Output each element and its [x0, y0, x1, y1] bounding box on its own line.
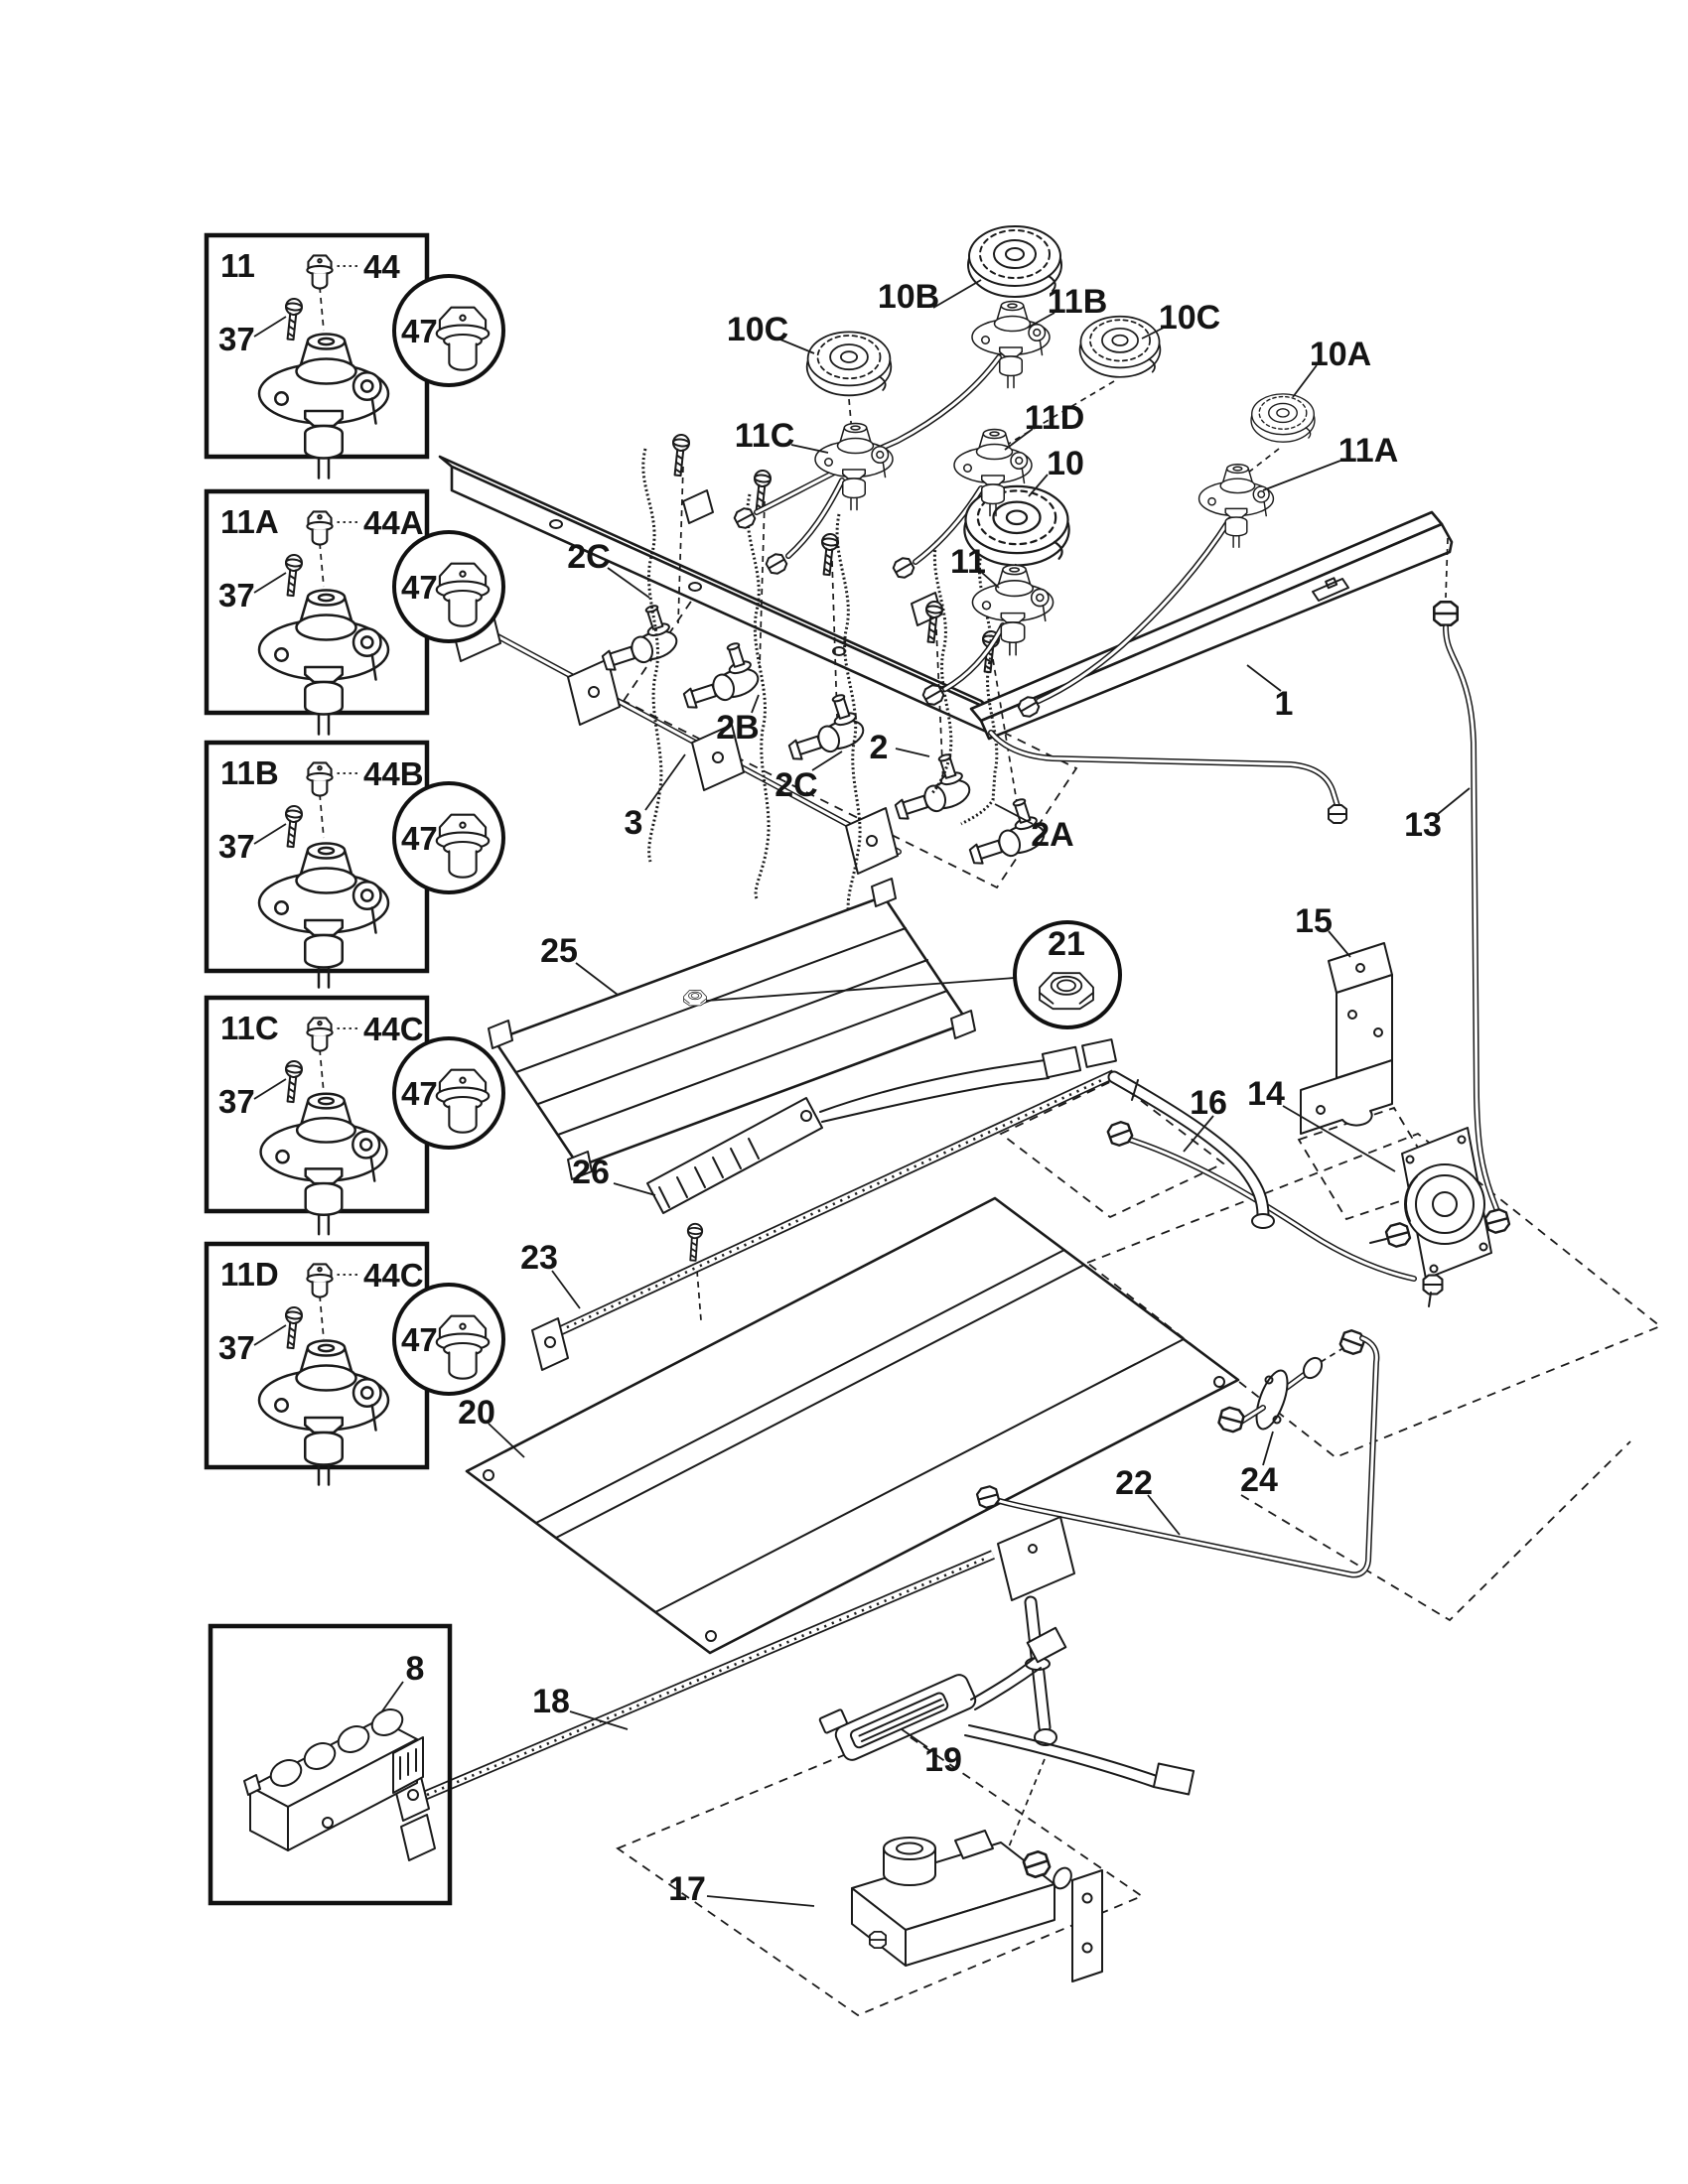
callout-2a: 2A [1031, 816, 1074, 854]
callout-25: 25 [540, 932, 578, 970]
inset-11b-corner-label: 11B [220, 754, 279, 791]
callout-1: 1 [1274, 685, 1294, 723]
burner-box-panel [467, 1198, 1238, 1653]
callout-16: 16 [1190, 1084, 1227, 1122]
callout-11: 11 [950, 543, 986, 581]
pressure-regulator [1370, 1128, 1510, 1306]
callout-22: 22 [1115, 1464, 1153, 1502]
callout-15: 15 [1295, 902, 1333, 940]
inset-11c-cap-label: 47 [401, 1075, 438, 1112]
oven-safety-valve-17 [852, 1831, 1102, 1981]
inset-11b-cap-label: 47 [401, 820, 438, 857]
burner-base-11C [815, 424, 893, 510]
inset-11-screw-label: 37 [218, 321, 255, 357]
inset-11d-screw-label: 37 [218, 1329, 255, 1366]
callout-18: 18 [532, 1683, 570, 1720]
callout-10b: 10B [877, 278, 940, 316]
callout-10a: 10A [1309, 336, 1372, 373]
callout-10c-left: 10C [726, 311, 789, 348]
callout-10c-right: 10C [1158, 299, 1221, 337]
callout-2: 2 [869, 729, 889, 766]
callout-19: 19 [924, 1741, 962, 1779]
inset-11c-orifice-label: 44C [363, 1011, 424, 1047]
inset-11b-screw-label: 37 [218, 828, 255, 865]
inset-11d-orifice-label: 44C [363, 1257, 424, 1294]
callout-11b: 11B [1047, 283, 1108, 321]
oven-orifice-fitting-24 [1217, 1346, 1346, 1433]
spark-module-drawing [244, 1705, 423, 1850]
inset-11a-corner-label: 11A [220, 503, 279, 540]
callout-26: 26 [572, 1154, 610, 1191]
callout-2b: 2B [716, 709, 760, 747]
callout-10: 10 [1047, 445, 1084, 482]
inset-11a-cap-label: 47 [401, 569, 438, 606]
inset-11c-screw-label: 37 [218, 1083, 255, 1120]
inset-11b-orifice-label: 44B [363, 755, 424, 792]
callout-21: 21 [1048, 925, 1085, 963]
callout-20: 20 [458, 1394, 495, 1432]
inset-11-orifice-label: 44 [363, 248, 400, 285]
callout-2c-mid: 2C [774, 766, 818, 804]
heat-deflector [489, 879, 975, 1179]
callout-11a: 11A [1337, 432, 1399, 470]
oven-igniter-19 [819, 1628, 1194, 1795]
module-box-label: 8 [405, 1650, 425, 1688]
gas-supply-pipe-13 [1434, 602, 1497, 1211]
inset-11-corner-label: 11 [220, 247, 255, 284]
callout-13: 13 [1404, 806, 1442, 844]
callout-17: 17 [668, 1870, 706, 1908]
callout-23: 23 [520, 1239, 558, 1277]
regulator-bracket [1301, 943, 1392, 1134]
burner-base-11A [1199, 465, 1274, 548]
callout-11c: 11C [734, 417, 795, 455]
callout-11d: 11D [1024, 399, 1085, 437]
burner-head-10A [1251, 394, 1315, 442]
callout-14: 14 [1247, 1075, 1285, 1113]
callout-24: 24 [1240, 1461, 1278, 1499]
inset-11c-corner-label: 11C [220, 1010, 279, 1046]
inset-11d-corner-label: 11D [220, 1256, 279, 1293]
inset-11a-orifice-label: 44A [363, 504, 424, 541]
callout-2c-left: 2C [567, 538, 611, 576]
inset-11d-cap-label: 47 [401, 1321, 438, 1358]
manifold-rear-outlet-pipe [991, 733, 1346, 823]
burner-head-10C-left [807, 332, 892, 395]
callout-3: 3 [624, 804, 643, 842]
inset-11a-screw-label: 37 [218, 577, 255, 614]
burner-head-10C-right [1080, 317, 1161, 377]
inset-11-cap-label: 47 [401, 313, 438, 349]
